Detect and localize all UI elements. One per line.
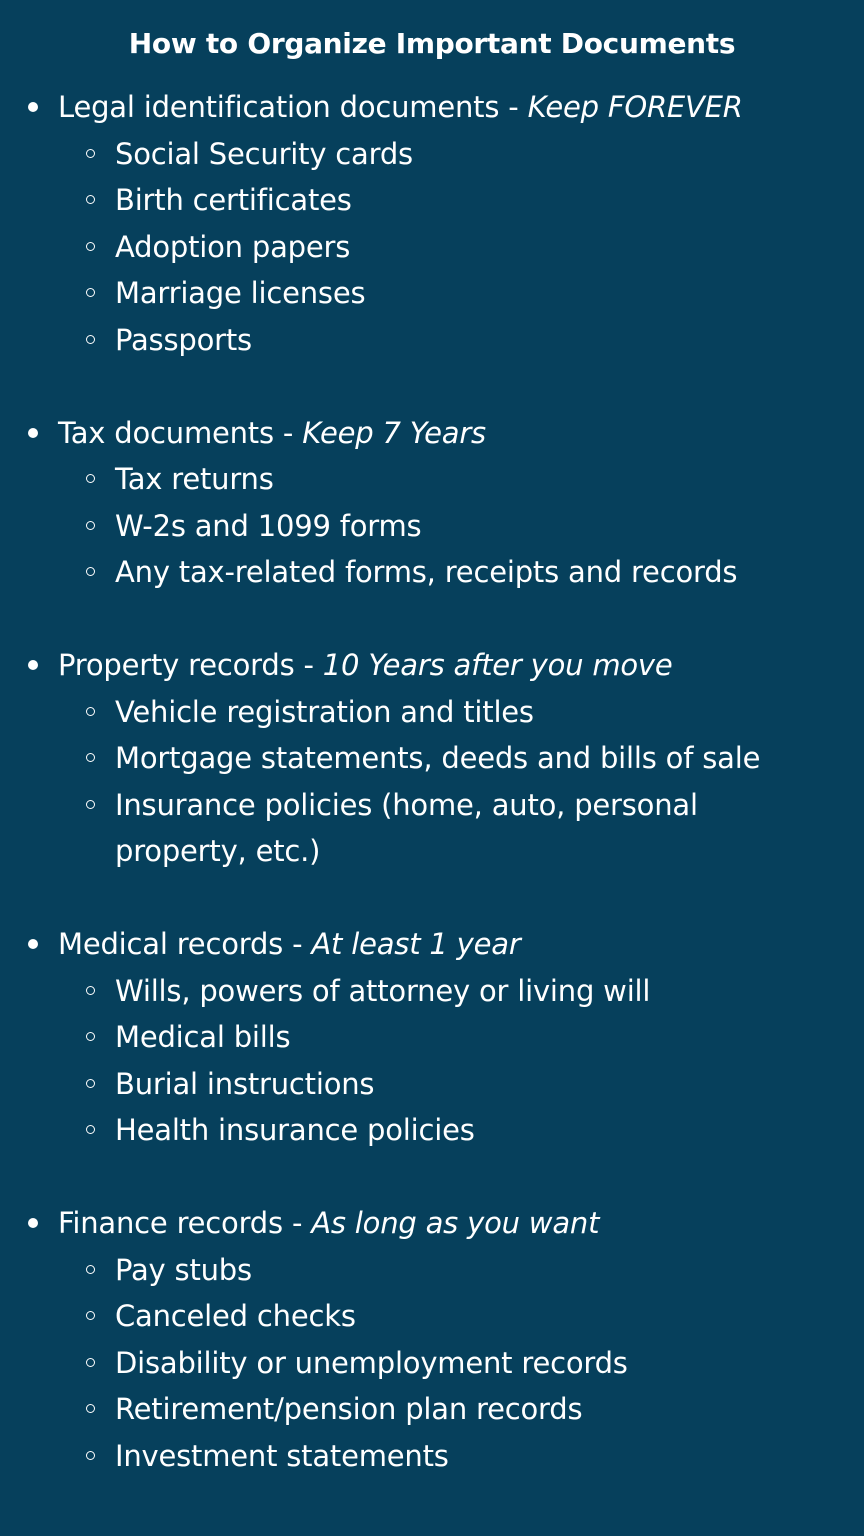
section-separator: - <box>294 648 323 682</box>
hollow-bullet-icon <box>86 707 95 716</box>
list-item-text: Canceled checks <box>115 1299 356 1333</box>
list-item <box>28 1014 815 1061</box>
item-list <box>28 689 858 875</box>
list-item <box>28 735 815 782</box>
section-medical <box>28 921 858 1154</box>
item-list <box>28 1247 858 1480</box>
list-item <box>28 968 815 1015</box>
hollow-bullet-icon <box>86 1311 95 1320</box>
hollow-bullet-icon <box>86 1451 95 1460</box>
bullet-icon <box>28 939 38 949</box>
hollow-bullet-icon <box>86 1358 95 1367</box>
section-heading <box>28 84 858 131</box>
hollow-bullet-icon <box>86 1125 95 1134</box>
list-item <box>28 549 815 596</box>
hollow-bullet-icon <box>86 1079 95 1088</box>
retention-period: At least 1 year <box>311 927 521 961</box>
list-item-text: Passports <box>115 322 252 357</box>
list-item-text: Wills, powers of attorney or living will <box>115 973 651 1008</box>
hollow-bullet-icon <box>86 1404 95 1413</box>
section-heading <box>28 410 858 457</box>
retention-period: 10 Years after you move <box>322 648 673 682</box>
list-item <box>28 1061 815 1108</box>
item-list <box>28 968 858 1154</box>
section-heading <box>28 1200 858 1247</box>
list-item <box>28 177 815 224</box>
hollow-bullet-icon <box>86 753 95 762</box>
list-item-text: Any tax-related forms, receipts and records <box>115 555 738 589</box>
list-item-text: Retirement/pension plan records <box>115 1392 583 1426</box>
bullet-icon <box>28 660 38 670</box>
section-separator: - <box>282 1206 312 1240</box>
section-separator: - <box>499 90 528 124</box>
list-item <box>28 1107 815 1154</box>
bullet-icon <box>28 428 38 438</box>
section-separator: - <box>273 415 303 450</box>
list-item-text: Disability or unemployment records <box>115 1345 628 1380</box>
section-tax <box>28 410 858 596</box>
list-item <box>28 456 815 503</box>
section-property <box>28 642 858 875</box>
list-item-text: Vehicle registration and titles <box>115 694 534 729</box>
hollow-bullet-icon <box>86 242 95 251</box>
section-heading <box>28 921 858 968</box>
list-item <box>28 1433 815 1480</box>
list-item <box>28 1386 815 1433</box>
list-item <box>28 131 815 178</box>
list-item-text: Pay stubs <box>115 1252 252 1287</box>
section-name: Finance records <box>58 1206 283 1240</box>
list-item-text: Medical bills <box>115 1020 291 1054</box>
hollow-bullet-icon <box>86 567 95 576</box>
hollow-bullet-icon <box>86 335 95 344</box>
list-item-text: Health insurance policies <box>115 1113 475 1147</box>
item-list <box>28 131 858 364</box>
list-item <box>28 503 815 550</box>
hollow-bullet-icon <box>86 521 95 530</box>
section-name: Medical records <box>58 927 284 961</box>
hollow-bullet-icon <box>86 149 95 158</box>
section-heading <box>28 642 858 689</box>
list-item-text: Insurance policies (home, auto, personal property, etc.) <box>115 787 698 868</box>
hollow-bullet-icon <box>86 1265 95 1274</box>
list-item-text: Marriage licenses <box>115 276 366 310</box>
section-separator: - <box>283 927 312 961</box>
bullet-icon <box>28 102 38 112</box>
section-name: Tax documents <box>58 415 274 450</box>
list-item <box>28 1247 815 1294</box>
list-item-text: W-2s and 1099 forms <box>115 508 422 543</box>
hollow-bullet-icon <box>86 800 95 809</box>
section-legal <box>28 84 858 363</box>
list-item-text: Adoption papers <box>115 229 351 264</box>
list-item <box>28 224 815 271</box>
section-name: Property records <box>58 648 295 682</box>
page-title: How to Organize Important Documents <box>128 27 736 60</box>
hollow-bullet-icon <box>86 474 95 483</box>
list-item-text: Mortgage statements, deeds and bills of sale <box>115 741 761 775</box>
retention-period: Keep FOREVER <box>527 90 743 124</box>
bullet-icon <box>28 1218 38 1228</box>
section-name: Legal identification documents <box>58 90 500 124</box>
list-item <box>28 782 815 875</box>
list-item-text: Investment statements <box>115 1438 449 1473</box>
item-list <box>28 456 858 596</box>
list-item <box>28 1293 815 1340</box>
list-item <box>28 317 815 364</box>
list-item <box>28 270 815 317</box>
sections-list <box>28 84 858 1479</box>
list-item-text: Tax returns <box>115 462 274 496</box>
section-finance <box>28 1200 858 1479</box>
list-item-text: Birth certificates <box>115 183 352 217</box>
list-item <box>28 689 815 736</box>
hollow-bullet-icon <box>86 986 95 995</box>
list-item-text: Burial instructions <box>115 1066 375 1101</box>
list-item <box>28 1340 815 1387</box>
hollow-bullet-icon <box>86 1032 95 1041</box>
retention-period: Keep 7 Years <box>302 415 486 450</box>
hollow-bullet-icon <box>86 288 95 297</box>
list-item-text: Social Security cards <box>115 136 413 171</box>
hollow-bullet-icon <box>86 195 95 204</box>
retention-period: As long as you want <box>311 1206 600 1240</box>
